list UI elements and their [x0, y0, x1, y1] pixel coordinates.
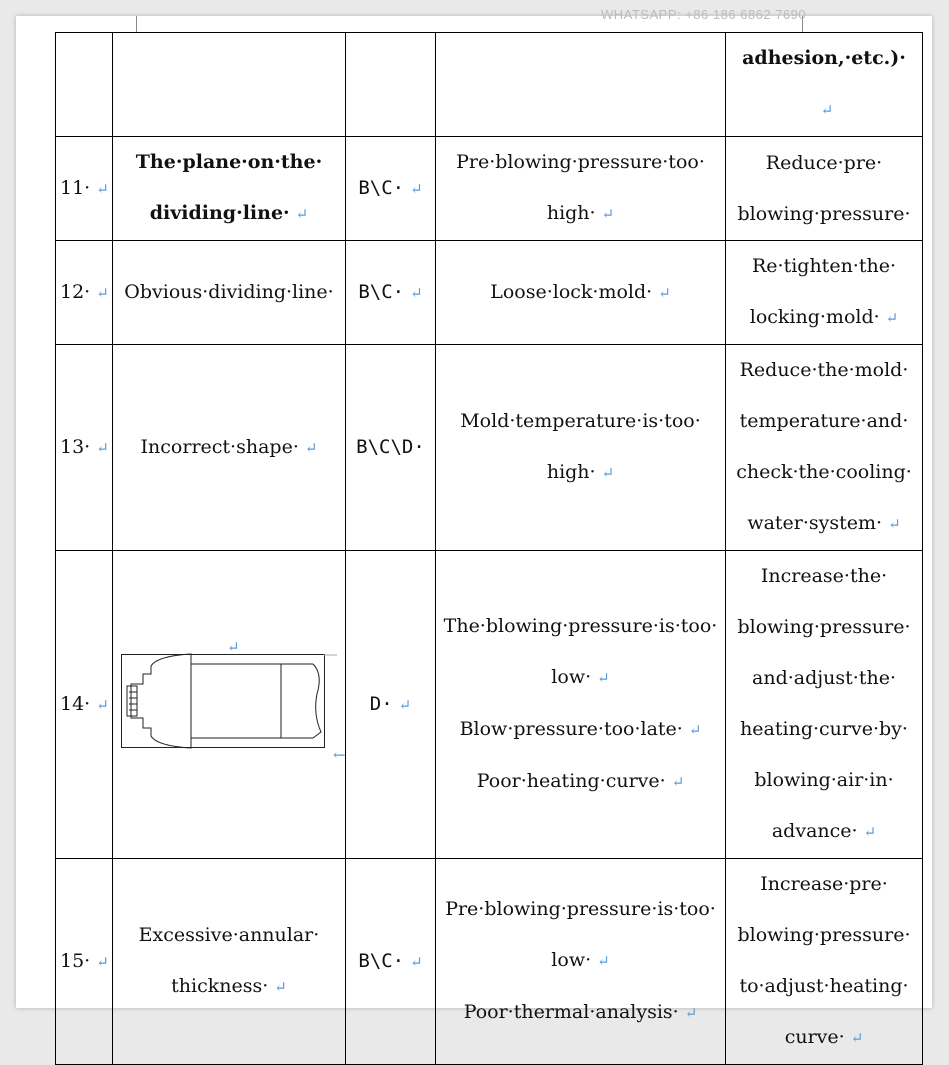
- mold-cell: [346, 33, 436, 137]
- solution-text: Reduce·pre· blowing·pressure·: [737, 151, 911, 225]
- paragraph-mark-icon: ↵: [597, 952, 610, 970]
- mold-text: B\C·: [358, 280, 405, 303]
- paragraph-mark-icon: ↵: [850, 1029, 864, 1047]
- solution-text: adhesion,·etc.)·: [742, 47, 906, 69]
- paragraph-mark-icon: ↵: [863, 823, 877, 841]
- cause-text: Blow·pressure·too·late·: [459, 718, 683, 740]
- defect-cell: [113, 137, 346, 241]
- row-number-cell: 13· ↵: [56, 345, 113, 551]
- paragraph-mark-icon: ↵: [671, 773, 685, 791]
- paragraph-mark-icon: ↵: [601, 464, 615, 482]
- bottle-diagram-icon: [121, 654, 341, 750]
- mold-text: B\C\D·: [356, 436, 425, 458]
- mold-cell: [346, 137, 436, 241]
- cause-text: Mold·temperature·is·too· high·: [460, 410, 701, 483]
- paragraph-mark-icon: ←: [333, 745, 346, 764]
- row-number-cell: [56, 33, 113, 137]
- mold-text: B\C·: [358, 949, 405, 972]
- crop-mark-right: [802, 16, 843, 33]
- solution-text: Reduce·the·mold· temperature·and· check·the·cooling· water·system·: [736, 359, 912, 534]
- defect-table: [55, 32, 923, 1065]
- table-row: [56, 241, 923, 345]
- solution-cell: [726, 551, 923, 859]
- solution-cell: [726, 241, 923, 345]
- solution-cell: [726, 137, 923, 241]
- paragraph-mark-icon: ↵: [410, 952, 423, 971]
- paragraph-mark-icon: ↵: [227, 637, 240, 656]
- defect-text: Excessive·annular· thickness·: [138, 924, 320, 997]
- paragraph-mark-icon: ↵: [304, 438, 318, 457]
- defect-cell: [113, 859, 346, 1065]
- solution-text: Re·tighten·the· locking·mold·: [749, 255, 896, 328]
- cause-cell: [436, 551, 726, 859]
- solution-cell: [726, 33, 923, 137]
- paragraph-mark-icon: ↵: [410, 283, 423, 302]
- row-number-cell: 11· ↵: [56, 137, 113, 241]
- mold-cell: [346, 551, 436, 859]
- paragraph-mark-icon: ↵: [398, 695, 412, 714]
- table-row: [56, 345, 923, 551]
- table-row: [56, 551, 923, 859]
- cause-text: Pre·blowing·pressure·is·too· low·: [445, 898, 716, 971]
- paragraph-mark-icon: ↵: [295, 205, 309, 223]
- cause-cell: [436, 137, 726, 241]
- table-row: [56, 33, 923, 137]
- paragraph-mark-icon: ↵: [96, 695, 109, 714]
- paragraph-mark-icon: ↵: [96, 179, 109, 198]
- solution-text: Increase·the· blowing·pressure· and·adjust·the· heating·curve·by· blowing·air·in· advance·: [737, 565, 911, 842]
- cause-cell: [436, 241, 726, 345]
- defect-cell: [113, 33, 346, 137]
- cause-text: Loose·lock·mold·: [490, 280, 653, 303]
- paragraph-mark-icon: ↵: [658, 283, 671, 302]
- mold-text: D·: [369, 692, 393, 715]
- page-header-text: WHATSAPP: +86 186 6862 7690: [601, 7, 807, 22]
- row-number-cell: 14· ↵: [56, 551, 113, 859]
- cause-text: Poor·thermal·analysis·: [463, 1001, 679, 1023]
- mold-cell: [346, 345, 436, 551]
- solution-text: Increase·pre· blowing·pressure· to·adjust·heating· curve·: [737, 873, 911, 1048]
- table-row: [56, 859, 923, 1065]
- paragraph-mark-icon: ↵: [684, 1004, 698, 1022]
- cause-cell: [436, 345, 726, 551]
- mold-text: B\C·: [358, 176, 405, 199]
- defect-text: The·plane·on·the· dividing·line·: [135, 151, 323, 224]
- mold-cell: [346, 241, 436, 345]
- paragraph-mark-icon: ↵: [820, 101, 834, 119]
- document-page: [16, 7, 932, 1048]
- paragraph-mark-icon: ↵: [96, 283, 109, 302]
- solution-cell: [726, 859, 923, 1065]
- paragraph-mark-icon: ↵: [597, 669, 610, 687]
- paragraph-mark-icon: ↵: [96, 438, 109, 457]
- cause-cell: [436, 33, 726, 137]
- defect-cell: [113, 241, 346, 345]
- solution-cell: [726, 345, 923, 551]
- defect-cell: [113, 345, 346, 551]
- defect-text: Incorrect·shape·: [140, 435, 299, 458]
- cause-text: The·blowing·pressure·is·too· low·: [443, 615, 718, 688]
- row-number-cell: 12· ↵: [56, 241, 113, 345]
- defect-text: Obvious·dividing·line·: [124, 281, 334, 303]
- paragraph-mark-icon: ↵: [688, 721, 702, 739]
- crop-mark-left: [110, 16, 137, 33]
- paragraph-mark-icon: ↵: [888, 515, 901, 533]
- row-number-cell: 15· ↵: [56, 859, 113, 1065]
- paragraph-mark-icon: ↵: [274, 978, 287, 996]
- paragraph-mark-icon: ↵: [96, 952, 109, 971]
- paragraph-mark-icon: ↵: [601, 205, 615, 223]
- cause-cell: [436, 859, 726, 1065]
- mold-cell: [346, 859, 436, 1065]
- defect-image-cell: [113, 551, 346, 859]
- paragraph-mark-icon: ↵: [885, 309, 899, 327]
- table-row: [56, 137, 923, 241]
- cause-text: Poor·heating·curve·: [476, 770, 666, 792]
- paragraph-mark-icon: ↵: [410, 179, 423, 198]
- cause-text: Pre·blowing·pressure·too· high·: [456, 151, 705, 224]
